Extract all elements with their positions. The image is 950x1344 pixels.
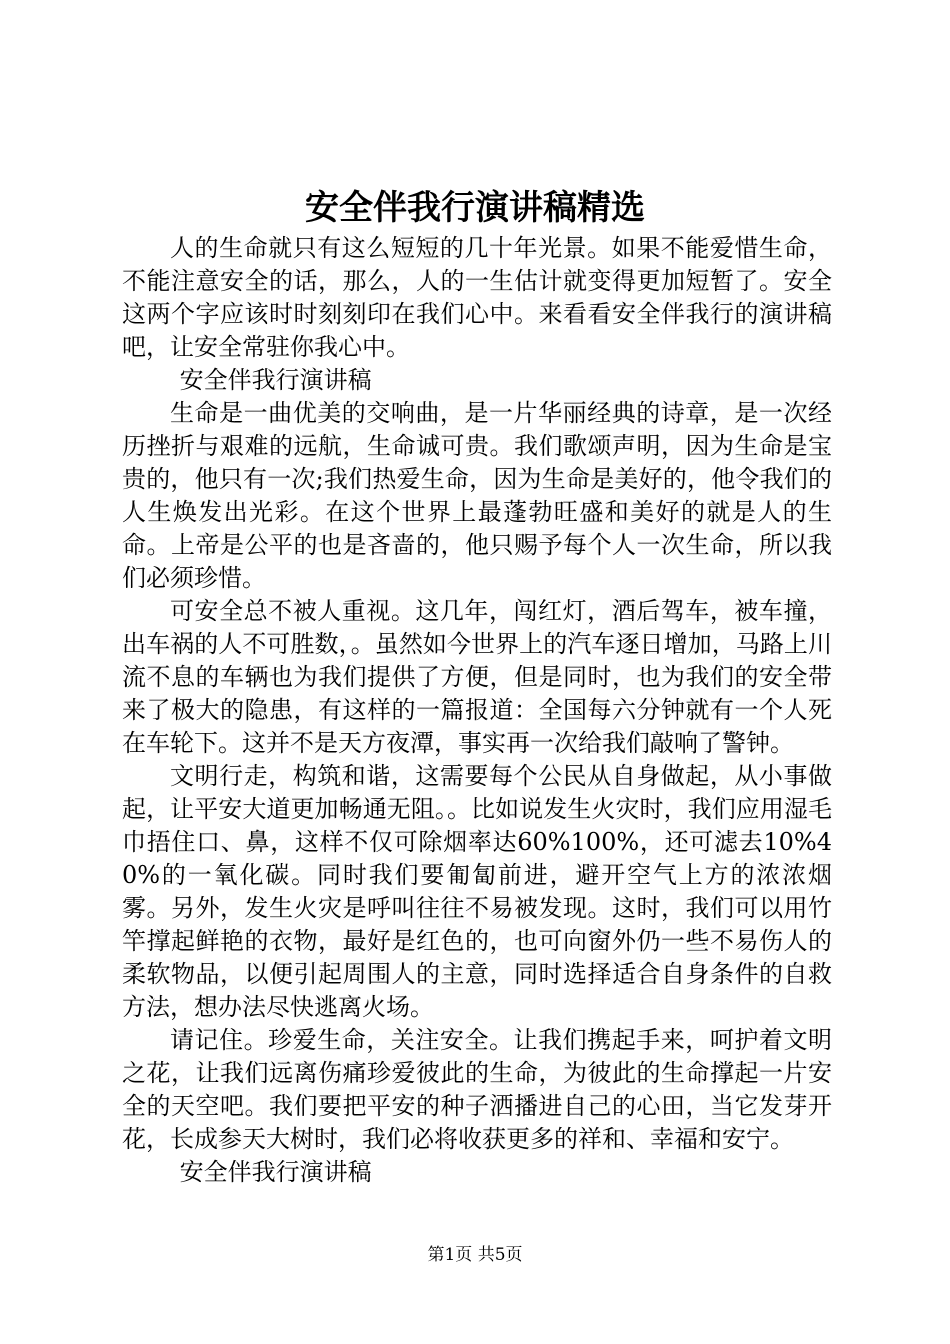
page-footer: 第1页 共5页 [427,1245,523,1265]
document-body [122,232,832,1189]
section-heading: 安全伴我行演讲稿 [179,366,372,394]
paragraph-closing: 请记住。珍爱生命，关注安全。让我们携起手来，呵护着文明之花，让我们远离伤痛珍爱彼此的生命，为彼此的生命撑起一片安全的天空吧。我们要把平安的种子洒播进自己的心田，当它发芽开花，长成参天大树时，我们必将收获更多的祥和、幸福和安宁。 [122,1026,832,1153]
section-heading-2: 安全伴我行演讲稿 [179,1158,372,1186]
paragraph-fire: 文明行走，构筑和谐，这需要每个公民从自身做起，从小事做起，让平安大道更加畅通无阻。。比如说发生火灾时，我们应用湿毛巾捂住口、鼻，这样不仅可除烟率达60%100%，还可滤去10%40%的一氧化碳。同时我们要匍匐前进，避开空气上方的浓浓烟雾。另外，发生火灾是呼叫往往不易被发现。这时，我们可以用竹竿撑起鲜艳的衣物，最好是红色的，也可向窗外仍一些不易伤人的柔软物品，以便引起周围人的主意，同时选择适合自身条件的自救方法，想办法尽快逃离火场。 [122,762,832,1021]
document-title: 安全伴我行演讲稿精选 [305,188,645,228]
paragraph-traffic: 可安全总不被人重视。这几年，闯红灯，酒后驾车，被车撞，出车祸的人不可胜数，。虽然如今世界上的汽车逐日增加，马路上川流不息的车辆也为我们提供了方便，但是同时，也为我们的安全带来了极大的隐患，有这样的一篇报道：全国每六分钟就有一个人死在车轮下。这并不是天方夜潭，事实再一次给我们敲响了警钟。 [122,597,832,757]
paragraph-intro: 人的生命就只有这么短短的几十年光景。如果不能爱惜生命，不能注意安全的话，那么，人的一生估计就变得更加短暂了。安全这两个字应该时时刻刻印在我们心中。来看看安全伴我行的演讲稿吧，让安全常驻你我心中。 [122,234,832,361]
paragraph-life: 生命是一曲优美的交响曲，是一片华丽经典的诗章，是一次经历挫折与艰难的远航，生命诚可贵。我们歌颂声明，因为生命是宝贵的，他只有一次;我们热爱生命，因为生命是美好的，他令我们的人生焕发出光彩。在这个世界上最蓬勃旺盛和美好的就是人的生命。上帝是公平的也是吝啬的，他只赐予每个人一次生命，所以我们必须珍惜。 [122,399,832,592]
